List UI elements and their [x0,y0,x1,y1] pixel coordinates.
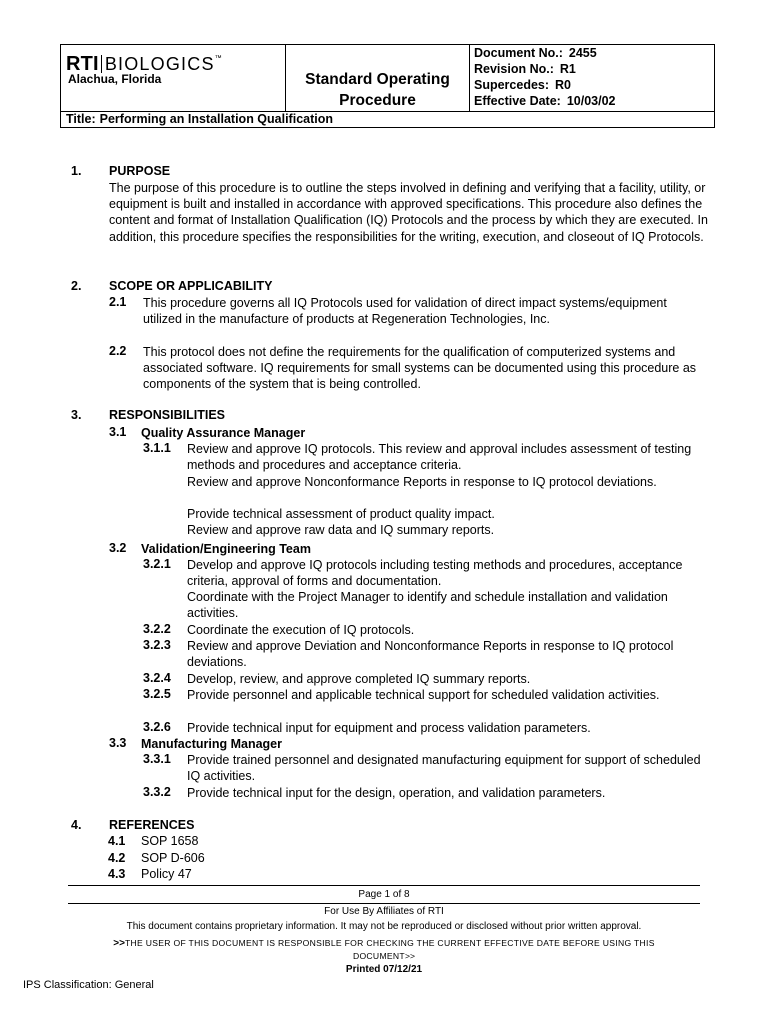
item-text: Review and approve IQ protocols. This review and approval includes assessment of testing methods and procedures and acceptance criteria. [187,442,692,473]
document-number-value: 2455 [568,46,597,60]
company-location: Alachua, Florida [68,72,162,86]
printed-date: Printed 07/12/21 [345,964,423,975]
item-number: 3.2.6 [143,720,171,734]
revision-label: Revision No.: [474,62,554,76]
footer-proprietary-notice: This document contains proprietary information. It may not be reproduced or disclosed without prior written approval. [126,921,642,932]
subsection-number: 3.1 [109,425,127,439]
item-number: 3.2.2 [143,622,171,636]
footer-use-notice: For Use By Affiliates of RTI [324,906,444,917]
section-heading-responsibilities: RESPONSIBILITIES [109,408,225,422]
reference-number: 4.3 [108,867,126,881]
logo-divider [101,55,102,73]
subsection-number: 3.2 [109,541,127,555]
sop-title-line1: Standard Operating [305,71,450,88]
trademark-mark: ™ [214,55,222,62]
section-heading-scope: SCOPE OR APPLICABILITY [109,279,273,293]
classification-label: IPS Classification: General [23,979,154,991]
page-number: Page 1 of 8 [358,889,410,900]
item-number: 2.1 [109,295,127,309]
item-text: Provide technical assessment of product quality impact. [187,507,495,521]
footer-warning-line2 [68,950,700,963]
item-number: 3.2.4 [143,671,171,685]
footer-warning-line1 [68,937,700,950]
warning-text-line2: DOCUMENT [352,951,405,961]
revision-number [470,61,714,77]
reference-text: Policy 47 [141,867,192,881]
subsection-heading-manufacturing-manager: Manufacturing Manager [141,737,282,751]
revision-value: R1 [559,62,576,76]
purpose-text: The purpose of this procedure is to outline the steps involved in defining and verifying that a facility, utility, or equipment is built and installed in accordance with approved specifications. This procedure also defines the content and format of Installation Qualification (IQ) Protocols and the process by which they are executed. In addition, this procedure specifies the responsibilities for the writing, execution, and closeout of IQ Protocols. [109,181,708,244]
item-text: Review and approve raw data and IQ summary reports. [187,523,495,537]
document-number-label: Document No.: [474,46,563,60]
item-text: Develop, review, and approve completed IQ summary reports. [187,672,531,686]
section-number: 4. [71,818,82,832]
document-title: Performing an Installation Qualification [99,112,334,126]
footer-divider-top [68,885,700,886]
item-number: 3.1.1 [143,441,171,455]
item-number: 3.2.5 [143,687,171,701]
effective-date-label: Effective Date: [474,94,561,108]
reference-text: SOP D-606 [141,851,205,865]
supersedes [470,77,714,93]
document-header-table [60,44,715,128]
supersedes-value: R0 [555,78,572,92]
logo-biologics-text: BIOLOGICS [104,54,215,74]
item-number: 2.2 [109,344,127,358]
warning-marker-left: >> [113,938,125,949]
item-text: Provide personnel and applicable technical support for scheduled validation activities. [187,688,660,702]
section-number: 3. [71,408,82,422]
section-number: 2. [71,279,82,293]
sop-title-cell [286,45,470,112]
document-meta-cell [470,45,715,112]
item-text: This procedure governs all IQ Protocols used for validation of direct impact systems/equipment utilized in the manufacture of products at Regeneration Technologies, Inc. [143,296,667,327]
item-text: Coordinate the execution of IQ protocols. [187,623,415,637]
logo-rti-text: RTI [66,53,99,75]
effective-date [470,93,714,109]
sop-title [286,69,469,111]
reference-text: SOP 1658 [141,834,199,848]
subsection-number: 3.3 [109,736,127,750]
section-heading-purpose: PURPOSE [109,164,171,178]
item-text: This protocol does not define the requirements for the qualification of computerized systems and associated software. IQ requirements for small systems can be documented using this procedure as components of the system that is being controlled. [143,345,697,392]
effective-date-value: 10/03/02 [566,94,616,108]
item-text: Develop and approve IQ protocols including testing methods and procedures, acceptance criteria, approval of forms and documentation. [187,558,683,589]
item-number: 3.2.3 [143,638,171,652]
reference-number: 4.1 [108,834,126,848]
item-number: 3.2.1 [143,557,171,571]
item-text: Provide technical input for the design, operation, and validation parameters. [187,786,606,800]
item-text: Coordinate with the Project Manager to identify and schedule installation and validation activities. [187,590,668,621]
item-text: Provide trained personnel and designated manufacturing equipment for support of scheduled IQ activities. [187,753,701,784]
sop-title-line2: Procedure [339,92,416,109]
warning-text-line1: THE USER OF THIS DOCUMENT IS RESPONSIBLE FOR CHECKING THE CURRENT EFFECTIVE DATE BEFORE USING THIS [124,938,655,948]
section-heading-references: REFERENCES [109,818,195,832]
subsection-heading-validation-team: Validation/Engineering Team [141,542,311,556]
item-text: Provide technical input for equipment and process validation parameters. [187,721,591,735]
item-text: Review and approve Nonconformance Reports in response to IQ protocol deviations. [187,475,657,489]
item-number: 3.3.1 [143,752,171,766]
reference-number: 4.2 [108,851,126,865]
logo-cell [61,45,286,112]
supersedes-label: Supercedes: [474,78,550,92]
item-text: Review and approve Deviation and Nonconformance Reports in response to IQ protocol deviations. [187,639,674,670]
warning-marker-right: >> [405,951,416,961]
item-number: 3.3.2 [143,785,171,799]
document-title-row [61,112,715,128]
title-label: Title: [66,112,96,126]
document-number [470,45,714,61]
footer-divider-bottom [68,903,700,904]
section-number: 1. [71,164,82,178]
subsection-heading-qa-manager: Quality Assurance Manager [141,426,306,440]
